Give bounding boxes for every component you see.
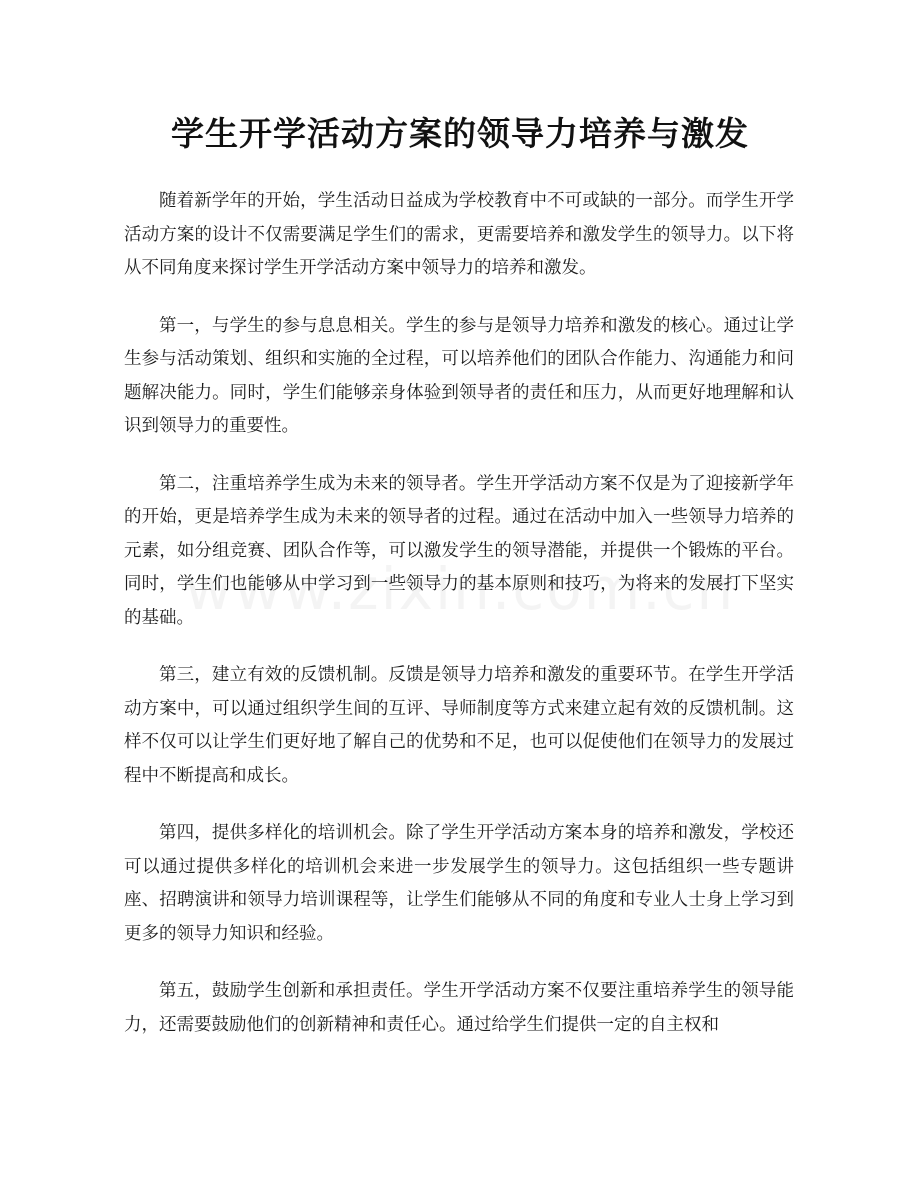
paragraph-fifth: 第五，鼓励学生创新和承担责任。学生开学活动方案不仅要注重培养学生的领导能力，还需要鼓励他们的创新精神和责任心。通过给学生们提供一定的自主权和	[124, 981, 794, 1035]
paragraph-second: 第二，注重培养学生成为未来的领导者。学生开学活动方案不仅是为了迎接新学年的开始，更是培养学生成为未来的领导者的过程。通过在活动中加入一些领导力培养的元素，如分组竞赛、团队合作等，可以激发学生的领导潜能，并提供一个锻炼的平台。同时，学生们也能够从中学习到一些领导力的基本原则和技巧，为将来的发展打下坚实的基础。	[124, 473, 794, 628]
paragraph-intro: 随着新学年的开始，学生活动日益成为学校教育中不可或缺的一部分。而学生开学活动方案的设计不仅需要满足学生们的需求，更需要培养和激发学生的领导力。以下将从不同角度来探讨学生开学活动方案中领导力的培养和激发。	[124, 191, 794, 278]
paragraph-fourth: 第四，提供多样化的培训机会。除了学生开学活动方案本身的培养和激发，学校还可以通过提供多样化的培训机会来进一步发展学生的领导力。这包括组织一些专题讲座、招聘演讲和领导力培训课程等，让学生们能够从不同的角度和专业人士身上学习到更多的领导力知识和经验。	[124, 823, 794, 944]
paragraph-third: 第三，建立有效的反馈机制。反馈是领导力培养和激发的重要环节。在学生开学活动方案中，可以通过组织学生间的互评、导师制度等方式来建立起有效的反馈机制。这样不仅可以让学生们更好地了解自己的优势和不足，也可以促使他们在领导力的发展过程中不断提高和成长。	[124, 665, 794, 786]
document-title: 学生开学活动方案的领导力培养与激发	[171, 114, 749, 153]
paragraph-first: 第一，与学生的参与息息相关。学生的参与是领导力培养和激发的核心。通过让学生参与活动策划、组织和实施的全过程，可以培养他们的团队合作能力、沟通能力和问题解决能力。同时，学生们能够亲身体验到领导者的责任和压力，从而更好地理解和认识到领导力的重要性。	[124, 315, 794, 436]
document-body	[124, 185, 794, 1066]
